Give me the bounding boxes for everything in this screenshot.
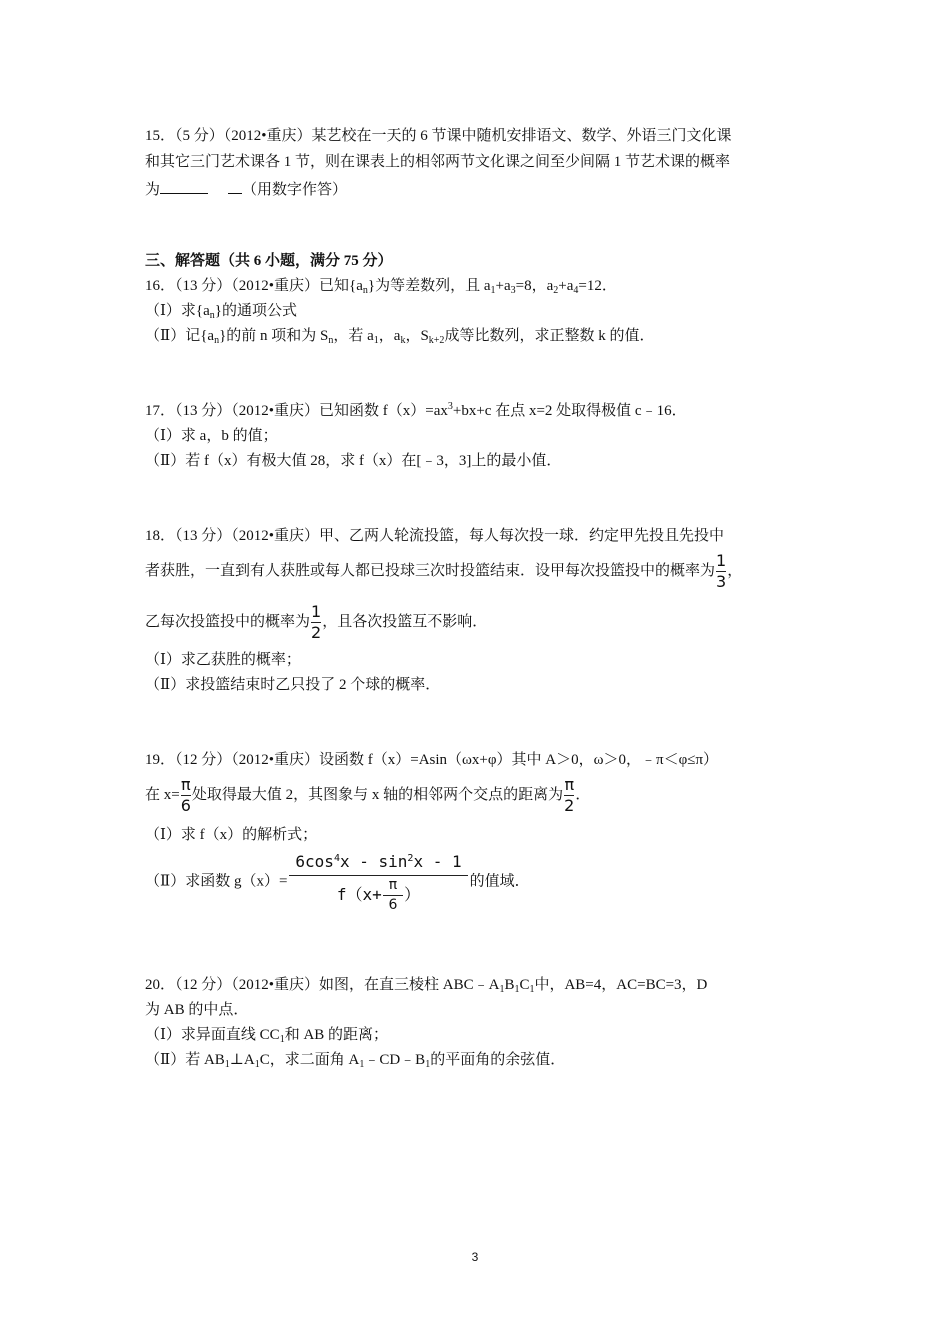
q15-line3-pre: 为: [145, 182, 161, 198]
q19-part1: （Ⅰ）求 f（x）的解析式；: [145, 827, 318, 843]
q20-text: 20．（12 分）（2012•重庆）如图，在直三棱柱 ABC﹣A: [145, 977, 500, 993]
q19-text: （Ⅱ）求函数 g（x）=: [145, 873, 288, 890]
q16-text: +a: [495, 278, 511, 294]
superscript: 2: [407, 853, 414, 864]
fraction-denominator: 6: [180, 796, 191, 815]
math-text: x - sin: [339, 852, 408, 871]
q15-line3-post: （用数字作答）: [242, 182, 348, 198]
q19-text: 在 x=: [145, 786, 180, 803]
q15-line3: [145, 179, 347, 199]
q15-line1: 15．（5 分）（2012•重庆）某艺校在一天的 6 节课中随机安排语文、数学、外语三门文化课: [145, 128, 732, 144]
fraction-numerator: π: [180, 775, 191, 794]
q18-text: ，: [727, 562, 743, 579]
q17-part2: （Ⅱ）若 f（x）有极大值 28，求 f（x）在[﹣3，3]上的最小值．: [145, 453, 562, 469]
fraction-denominator: 2: [311, 623, 322, 642]
answer-blank: [160, 179, 208, 194]
q18-text: ，且各次投篮互不影响．: [322, 613, 488, 630]
q16-text: （Ⅱ）记{a: [145, 328, 215, 344]
fraction-denominator: 2: [564, 796, 575, 815]
fraction-numerator: 1: [311, 602, 322, 621]
fraction-numerator: [289, 851, 467, 873]
page-number: 3: [471, 1250, 479, 1264]
fraction-denominator: 6: [388, 897, 398, 913]
math-text: x - 1: [413, 852, 462, 871]
subscript: 4: [573, 285, 579, 296]
q20-text: （Ⅰ）求异面直线 CC: [145, 1027, 280, 1043]
q19-text: ．: [575, 786, 591, 803]
q18-line2: [145, 552, 742, 591]
fraction-numerator: 1: [716, 551, 727, 570]
fraction-g-x: [289, 851, 467, 913]
q18-line1: 18．（13 分）（2012•重庆）甲、乙两人轮流投篮，每人每次投一球．约定甲先投且先投中: [145, 528, 725, 544]
fraction-denominator: 3: [716, 572, 727, 591]
q18-line3: [145, 603, 487, 642]
superscript: 4: [333, 853, 340, 864]
q20-text: C，求二面角 A: [259, 1052, 360, 1068]
q16-text: +a: [558, 278, 574, 294]
q18-text: 乙每次投篮投中的概率为: [145, 613, 311, 630]
fraction-one-third: [716, 552, 726, 591]
q20-line1: [145, 976, 707, 994]
math-text: 6cos: [295, 852, 334, 871]
q16-text: （Ⅰ）求{a: [145, 303, 210, 319]
q16-line1: [145, 277, 617, 295]
fraction-one-half: [311, 603, 321, 642]
q19-text: 的值域．: [469, 873, 530, 890]
q20-text: 中，AB=4，AC=BC=3，D: [534, 977, 708, 993]
subscript: 1: [279, 1034, 285, 1045]
q16-text: =8，a: [515, 278, 554, 294]
subscript: 1: [224, 1059, 230, 1070]
q19-text: 处取得最大值 2，其图象与 x 轴的相邻两个交点的距离为: [191, 786, 564, 803]
q16-text: ，若 a: [333, 328, 374, 344]
subscript: 1: [373, 335, 379, 346]
q16-text: }的前 n 项和为 S: [219, 328, 329, 344]
q20-text: ⊥A: [229, 1052, 255, 1068]
q16-text: ，a: [378, 328, 401, 344]
q18-text: 者获胜，一直到有人获胜或每人都已投球三次时投篮结束．设甲每次投篮投中的概率为: [145, 562, 716, 579]
q20-part1: [145, 1026, 388, 1044]
q20-text: C: [519, 977, 530, 993]
subscript: 2: [553, 285, 559, 296]
subscript: 1: [499, 984, 505, 995]
subscript: 1: [529, 984, 535, 995]
subscript: 1: [514, 984, 520, 995]
fraction-pi-over-2: [564, 776, 574, 815]
q16-part2: [145, 327, 654, 345]
q17-text: 17．（13 分）（2012•重庆）已知函数 f（x）=ax: [145, 403, 448, 419]
subscript: 1: [490, 285, 496, 296]
q16-text: }的通项公式: [214, 303, 297, 319]
fraction-denominator: [289, 878, 467, 913]
subscript: n: [328, 335, 334, 346]
q16-text: }为等差数列，且 a: [367, 278, 491, 294]
q20-part2: [145, 1051, 565, 1069]
q17-line1: [145, 402, 687, 420]
q18-part2: （Ⅱ）求投篮结束时乙只投了 2 个球的概率．: [145, 677, 441, 693]
q20-text: 和 AB 的距离；: [284, 1027, 389, 1043]
q20-text: （Ⅱ）若 AB: [145, 1052, 225, 1068]
q16-text: =12．: [578, 278, 617, 294]
math-text: f（x+: [336, 885, 382, 904]
fraction-numerator: π: [564, 775, 575, 794]
q17-part1: （Ⅰ）求 a，b 的值；: [145, 428, 278, 444]
q20-text: B: [504, 977, 515, 993]
subscript: 1: [359, 1059, 365, 1070]
q16-part1: [145, 302, 297, 320]
subscript: n: [362, 285, 368, 296]
q15-line2: 和其它三门艺术课各 1 节，则在课表上的相邻两节文化课之间至少间隔 1 节艺术课的概率: [145, 154, 731, 170]
q18-part1: （Ⅰ）求乙获胜的概率；: [145, 652, 301, 668]
q20-text: ﹣CD﹣B: [364, 1052, 426, 1068]
q20-text: 的平面角的余弦值．: [430, 1052, 566, 1068]
fraction-pi-over-6-inner: [383, 878, 403, 913]
subscript: n: [209, 310, 215, 321]
q20-line2: 为 AB 的中点．: [145, 1002, 249, 1018]
section-title: 三、解答题（共 6 小题，满分 75 分）: [145, 253, 393, 269]
subscript: 3: [510, 285, 516, 296]
subscript: 1: [254, 1059, 260, 1070]
subscript: k: [400, 335, 406, 346]
subscript: n: [214, 335, 220, 346]
math-text: ）: [404, 885, 421, 904]
fraction-numerator: π: [388, 877, 398, 893]
q17-text: +bx+c 在点 x=2 处取得极值 c﹣16．: [452, 403, 687, 419]
superscript: 3: [447, 401, 453, 412]
q19-line1: 19．（12 分）（2012•重庆）设函数 f（x）=Asin（ωx+φ）其中 A＞0，ω＞0，﹣π＜φ≤π）: [145, 752, 719, 768]
fraction-pi-over-6: [181, 776, 191, 815]
q19-part2: [145, 851, 530, 913]
subscript: k+2: [428, 335, 445, 346]
q19-line2: [145, 776, 590, 815]
answer-blank-tail: [228, 179, 242, 194]
q16-text: ，S: [405, 328, 429, 344]
q16-text: 16．（13 分）（2012•重庆）已知{a: [145, 278, 363, 294]
q16-text: 成等比数列，求正整数 k 的值．: [444, 328, 655, 344]
subscript: 1: [425, 1059, 431, 1070]
